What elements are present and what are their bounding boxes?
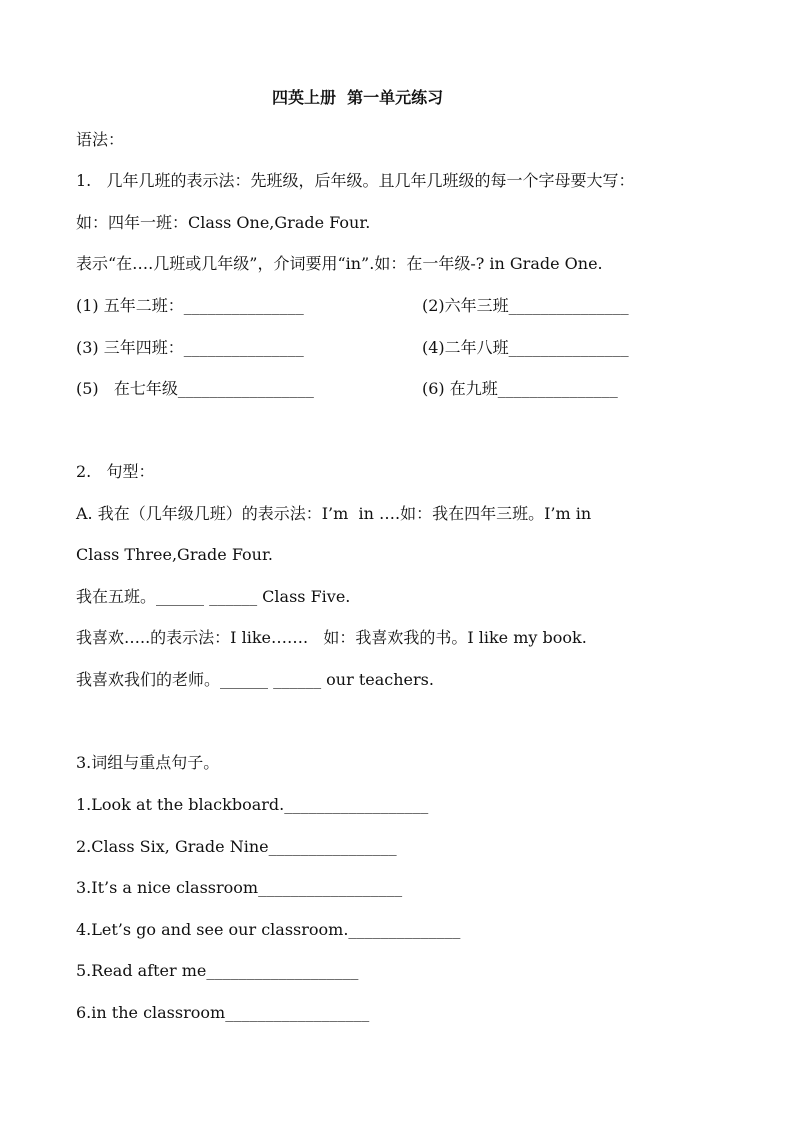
section2-like-exercise: 我喜欢我们的老师。______ ______ our teachers. — [76, 670, 434, 689]
phrase-item-4: 4.Let’s go and see our classroom.______________ — [76, 920, 461, 939]
section1-rule: 1. 几年几班的表示法：先班级，后年级。且几年几班级的每一个字母要大写： — [76, 171, 635, 190]
page-title: 四英上册 第一单元练习 — [272, 88, 444, 107]
phrase-item-2: 2.Class Six, Grade Nine________________ — [76, 837, 397, 856]
section2-header: 2. 句型： — [76, 462, 155, 481]
section2-like-rule: 我喜欢…..的表示法：I like……. 如：我喜欢我的书。I like my book. — [76, 628, 587, 647]
section3-header: 3.词组与重点句子。 — [76, 753, 220, 772]
phrase-item-3: 3.It’s a nice classroom__________________ — [76, 878, 403, 897]
section1-prep-rule: 表示“在….几班或几年级”，介词要用“in”.如：在一年级-? in Grade One. — [76, 254, 603, 273]
section2-rule-a-line1: A. 我在（几年级几班）的表示法：I’m in ….如：我在四年三班。I’m in — [76, 504, 592, 523]
section1-example: 如：四年一班：Class One,Grade Four. — [76, 213, 371, 232]
phrase-item-5: 5.Read after me___________________ — [76, 961, 359, 980]
phrase-item-1: 1.Look at the blackboard.__________________ — [76, 795, 429, 814]
grammar-header: 语法： — [76, 130, 125, 149]
exercise-item-6: (6) 在九班_______________ — [422, 379, 618, 398]
phrase-item-6: 6.in the classroom__________________ — [76, 1003, 370, 1022]
exercise-item-1: (1) 五年二班：_______________ — [76, 296, 304, 315]
exercise-item-4: (4)二年八班_______________ — [422, 338, 629, 357]
section2-exercise-a: 我在五班。______ ______ Class Five. — [76, 587, 351, 606]
exercise-item-2: (2)六年三班_______________ — [422, 296, 629, 315]
section2-rule-a-line2: Class Three,Grade Four. — [76, 545, 273, 564]
exercise-item-5: (5) 在七年级_________________ — [76, 379, 314, 398]
exercise-item-3: (3) 三年四班：_______________ — [76, 338, 304, 357]
